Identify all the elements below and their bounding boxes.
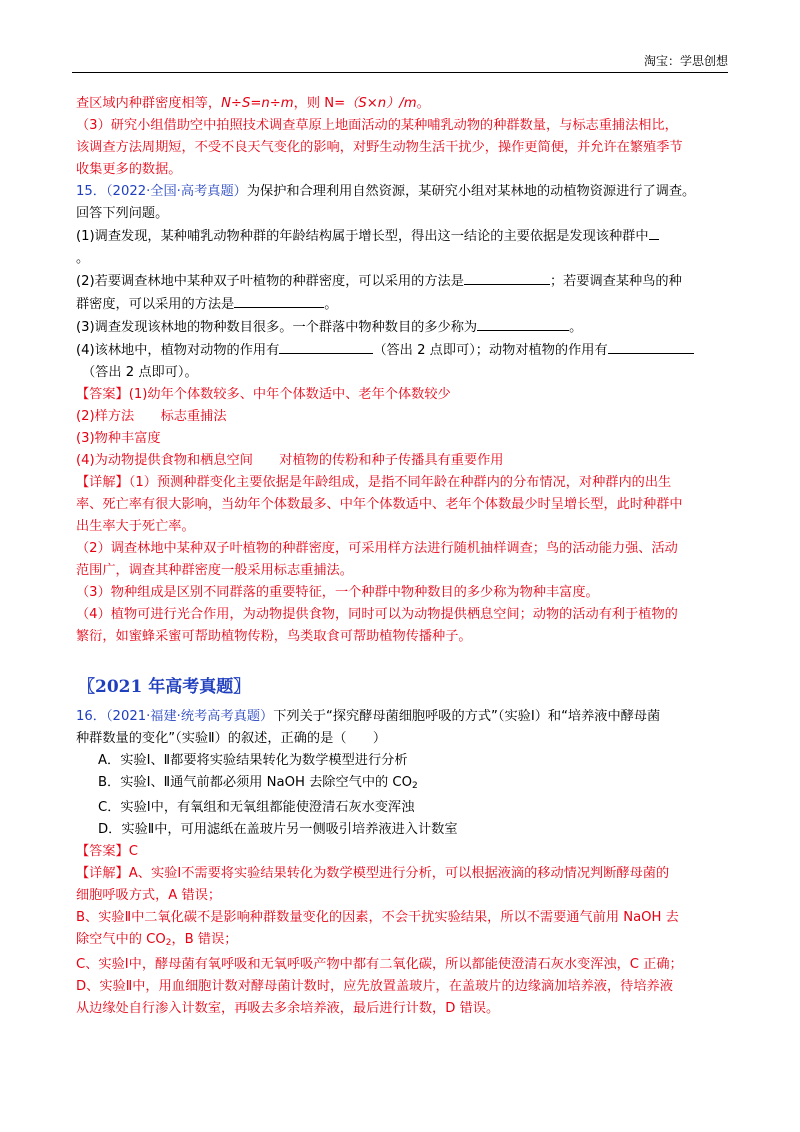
document-body — [76, 93, 724, 1020]
question-source: （2022·全国·高考真题） — [105, 184, 247, 199]
answer-part-3-line3: 收集更多的数据。 — [76, 162, 182, 177]
header-text: 淘宝：学思创想 — [643, 54, 728, 68]
question-16-stem-2: 种群数量的变化”（实验Ⅱ）的叙述，正确的是（ ） — [76, 731, 387, 746]
detail-1: 【详解】（1）预测种群变化主要依据是年龄组成，是指不同年龄在种群内的分布情况，对种群内的出生 — [76, 475, 672, 490]
option-c[interactable]: C．实验Ⅰ中，有氧组和无氧组都能使澄清石灰水变浑浊 — [98, 800, 415, 815]
option-a[interactable]: A．实验Ⅰ、Ⅱ都要将实验结果转化为数学模型进行分析 — [98, 753, 408, 768]
answer-tag: 【答案】 — [76, 387, 129, 402]
section-title-2021: 〖2021 年高考真题〗 — [78, 677, 251, 697]
detail-1-cont: 率、死亡率有很大影响，当幼年个体数最多、中年个体数适中、老年个体数最少时呈增长型，此时种群中 — [76, 497, 683, 512]
detail-b-cont: 除空气中的 $CO_2$，B 错误； — [76, 932, 238, 948]
question-number: 15． — [76, 184, 106, 199]
detail-a: 【详解】A、实验Ⅰ不需要将实验结果转化为数学模型进行分析，可以根据液滴的移动情况判断酵母菌的 — [76, 866, 670, 881]
sub-question-1: (1)调查发现，某种哺乳动物种群的年龄结构属于增长型，得出这一结论的主要依据是发现该种群中 — [76, 225, 724, 248]
detail-tag: 【详解】 — [76, 866, 129, 881]
sub-question-4: (4)该林地中，植物对动物的作用有 （答出 2 点即可）；动物对植物的作用有 — [76, 339, 724, 362]
detail-2: （2）调查林地中某种双子叶植物的种群密度，可采用样方法进行随机抽样调查；鸟的活动能力强、活动 — [76, 541, 678, 556]
option-d[interactable]: D．实验Ⅱ中，可用滤纸在盖玻片另一侧吸引培养液进入计数室 — [98, 822, 458, 837]
sub-question-2: (2)若要调查林地中某种双子叶植物的种群密度，可以采用的方法是 ；若要调查某种鸟的种 — [76, 270, 724, 293]
question-15-stem: 15．（2022·全国·高考真题）为保护和合理利用自然资源，某研究小组对某林地的动植物资源进行了调查。 — [76, 184, 696, 199]
option-b[interactable]: B．实验Ⅰ、Ⅱ通气前都必须用 NaOH 去除空气中的 $CO_2$ — [98, 775, 418, 791]
detail-2-cont: 范围广，调查其种群密度一般采用标志重捕法。 — [76, 563, 353, 578]
question-16 — [76, 706, 724, 1020]
sub-question-2-cont: 群密度，可以采用的方法是 。 — [76, 293, 724, 316]
detail-d-cont: 从边缘处自行渗入计数室，再吸去多余培养液，最后进行计数，D 错误。 — [76, 1001, 500, 1016]
answer-line-1: 【答案】(1)幼年个体数较多、中年个体数适中、老年个体数较少 — [76, 387, 451, 402]
answer-part-3-line2: 该调查方法周期短，不受不良天气变化的影响，对野生动物生活干扰少，操作更简便，并允许在繁殖季节 — [76, 140, 683, 155]
formula-b: （S×n）/m — [345, 96, 417, 111]
detail-4: （4）植物可进行光合作用，为动物提供食物，同时可以为动物提供栖息空间；动物的活动有利于植物的 — [76, 607, 678, 622]
answer-line-4: (4)为动物提供食物和栖息空间 对植物的传粉和种子传播具有重要作用 — [76, 453, 504, 468]
detail-1-end: 出生率大于死亡率。 — [76, 519, 195, 534]
question-source: （2021·福建·统考高考真题） — [105, 709, 274, 724]
question-16-stem: 16．（2021·福建·统考高考真题）下列关于“探究酵母菌细胞呼吸的方式”（实验Ⅰ）和“培养液中酵母菌 — [76, 709, 661, 724]
detail-a-cont: 细胞呼吸方式，A 错误； — [76, 888, 222, 903]
formula-line: 查区域内种群密度相等，N÷S=n÷m，则 N=（S×n）/m。 — [76, 96, 430, 111]
sub-question-3: (3)调查发现该林地的物种数目很多。一个群落中物种数目的多少称为 。 — [76, 316, 724, 339]
answer-tag: 【答案】 — [76, 844, 129, 859]
answer-blank[interactable] — [464, 270, 550, 285]
answer-blank[interactable] — [279, 339, 373, 354]
answer-blank[interactable] — [608, 339, 694, 354]
answer-blank[interactable] — [234, 293, 324, 308]
answer-line-3: (3)物种丰富度 — [76, 431, 161, 446]
answer-line — [76, 841, 724, 863]
question-15 — [76, 181, 724, 648]
sub-question-1-end: 。 — [76, 251, 90, 266]
detail-3: （3）物种组成是区别不同群落的重要特征，一个种群中物种数目的多少称为物种丰富度。 — [76, 585, 599, 600]
sub-question-4-cont: （答出 2 点即可）。 — [82, 365, 198, 380]
answer-value: C — [128, 844, 138, 859]
previous-answer — [76, 93, 724, 181]
detail-tag: 【详解】 — [76, 475, 129, 490]
answer-part-3-line1: （3）研究小组借助空中拍照技术调查草原上地面活动的某种哺乳动物的种群数量，与标志重捕法相比， — [76, 118, 678, 133]
answer-blank[interactable] — [477, 316, 569, 331]
question-number: 16． — [76, 709, 106, 724]
answer-line-2: (2)样方法 标志重捕法 — [76, 409, 227, 424]
answer-blank[interactable] — [649, 225, 659, 240]
detail-b: B、实验Ⅱ中二氧化碳不是影响种群数量变化的因素，不会干扰实验结果，所以不需要通气前用 NaOH 去 — [76, 910, 679, 925]
detail-d: D、实验Ⅱ中，用血细胞计数对酵母菌计数时，应先放置盖玻片，在盖玻片的边缘滴加培养液，待培养液 — [76, 979, 673, 994]
question-15-stem-2: 回答下列问题。 — [76, 206, 169, 221]
formula-a: N÷S=n÷m — [221, 96, 294, 111]
page-header — [72, 52, 728, 72]
detail-c: C、实验Ⅰ中，酵母菌有氧呼吸和无氧呼吸产物中都有二氧化碳，所以都能使澄清石灰水变浑浊，C 正确； — [76, 957, 683, 972]
detail-4-cont: 繁衍，如蜜蜂采蜜可帮助植物传粉，鸟类取食可帮助植物传播种子。 — [76, 629, 472, 644]
header-divider — [72, 72, 728, 73]
